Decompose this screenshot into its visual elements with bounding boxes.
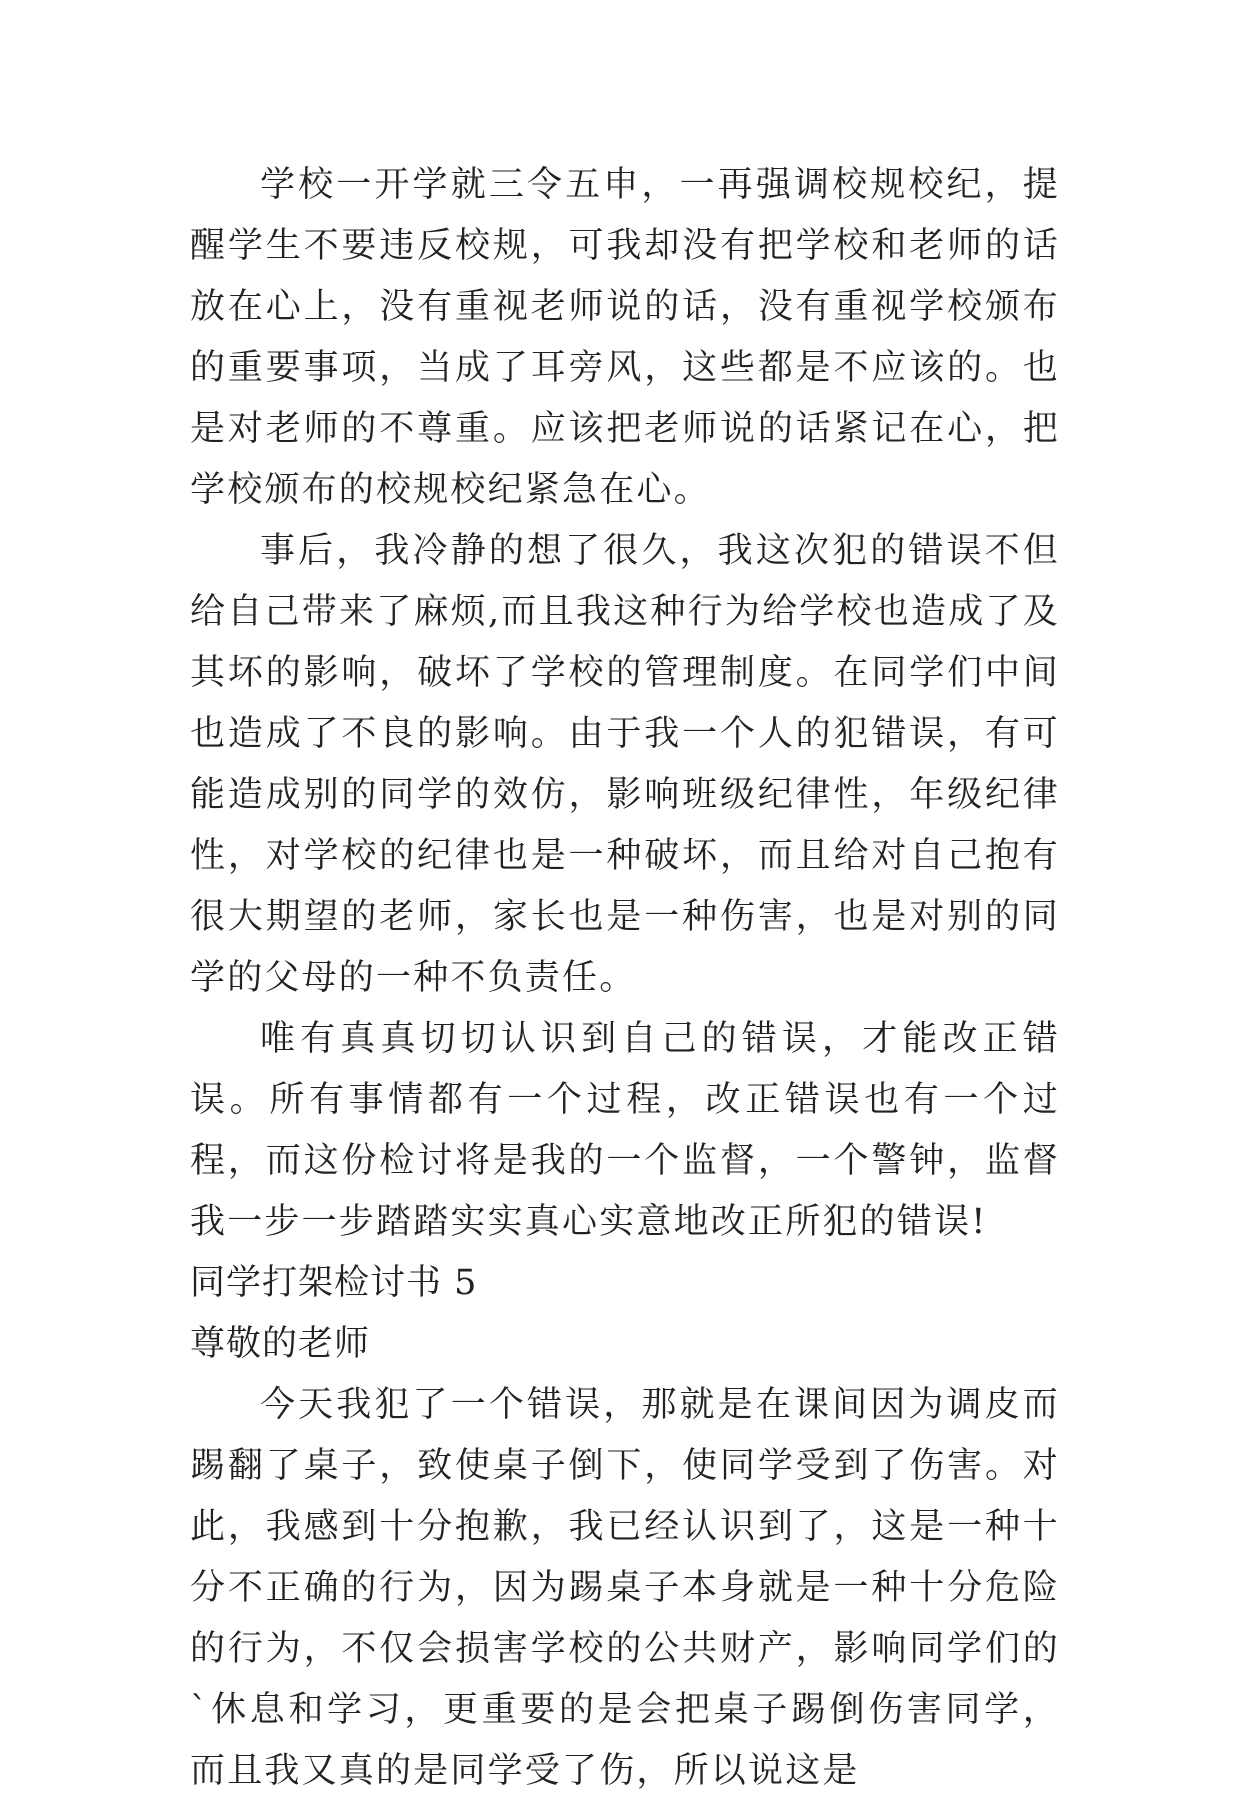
salutation: 尊敬的老师 bbox=[190, 1324, 371, 1364]
document-body bbox=[190, 155, 1060, 1802]
paragraph-resolution: 唯有真真切切认识到自己的错误，才能改正错误。所有事情都有一个过程，改正错误也有一个过程，而这份检讨将是我的一个监督，一个警钟，监督我一步一步踏踏实实真心实意地改正所犯的错误! bbox=[190, 1019, 1060, 1242]
paragraph-school-rules: 学校一开学就三令五申，一再强调校规校纪，提醒学生不要违反校规，可我却没有把学校和老师的话放在心上，没有重视老师说的话，没有重视学校颁布的重要事项，当成了耳旁风，这些都是不应该的。也是对老师的不尊重。应该把老师说的话紧记在心，把学校颁布的校规校纪紧急在心。 bbox=[190, 165, 1060, 510]
paragraph-reflection: 事后，我冷静的想了很久，我这次犯的错误不但给自己带来了麻烦,而且我这种行为给学校也造成了及其坏的影响，破坏了学校的管理制度。在同学们中间也造成了不良的影响。由于我一个人的犯错误，有可能造成别的同学的效仿，影响班级纪律性，年级纪律性，对学校的纪律也是一种破坏，而且给对自己抱有很大期望的老师，家长也是一种伤害，也是对别的同学的父母的一种不负责任。 bbox=[190, 531, 1060, 998]
paragraph-incident: 今天我犯了一个错误，那就是在课间因为调皮而踢翻了桌子，致使桌子倒下，使同学受到了伤害。对此，我感到十分抱歉，我已经认识到了，这是一种十分不正确的行为，因为踢桌子本身就是一种十分危险的行为，不仅会损害学校的公共财产，影响同学们的`休息和学习，更重要的是会把桌子踢倒伤害同学，而且我又真的是同学受了伤，所以说这是 bbox=[190, 1385, 1060, 1791]
section-title: 同学打架检讨书 5 bbox=[190, 1263, 478, 1303]
